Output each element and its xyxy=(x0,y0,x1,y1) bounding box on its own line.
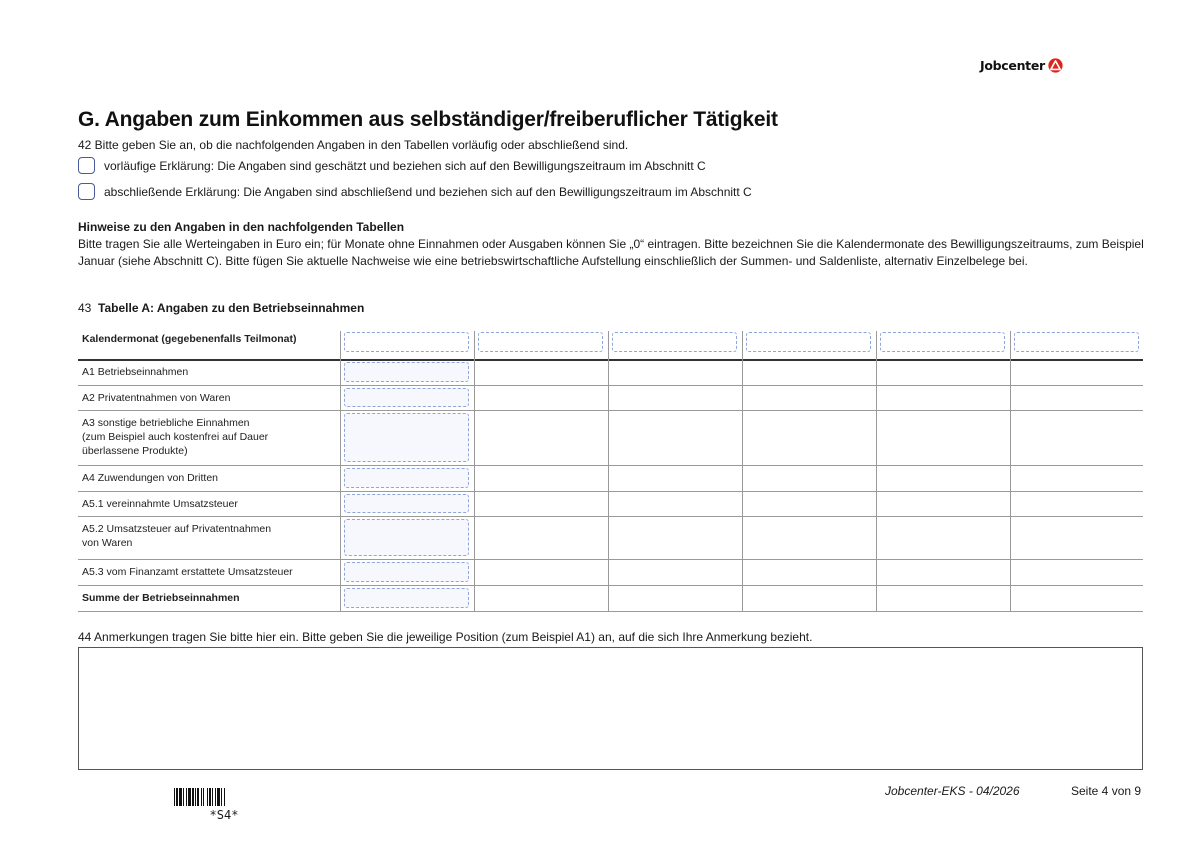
row-label-5: A5.1 vereinnahmte Umsatzsteuer xyxy=(82,498,238,510)
income-table xyxy=(78,325,1143,612)
table-a-number: 43 xyxy=(78,301,92,315)
header-label: Kalendermonat (gegebenenfalls Teilmonat) xyxy=(82,333,297,345)
final-checkbox[interactable] xyxy=(78,183,95,200)
table-rule xyxy=(78,385,1143,386)
table-rule xyxy=(78,410,1143,411)
table-a-title: Tabelle A: Angaben zu den Betriebseinnahmen xyxy=(98,301,365,315)
row-8-value-field[interactable] xyxy=(344,588,469,608)
row-4-value-field[interactable] xyxy=(344,468,469,488)
row-5-value-field[interactable] xyxy=(344,494,469,513)
row-label-2: A2 Privatentnahmen von Waren xyxy=(82,392,231,404)
remarks-textarea[interactable] xyxy=(78,647,1143,770)
table-rule xyxy=(78,559,1143,560)
final-label: abschließende Erklärung: Die Angaben sind abschließend und beziehen sich auf den Bewilligungszeitraum im Abschnitt C xyxy=(104,184,752,199)
month-field-3[interactable] xyxy=(612,332,737,352)
option-provisional[interactable] xyxy=(78,157,706,174)
row-label-7: A5.3 vom Finanzamt erstattete Umsatzsteuer xyxy=(82,566,293,578)
jobcenter-logo-icon xyxy=(1048,58,1063,73)
row-1-value-field[interactable] xyxy=(344,362,469,382)
option-final[interactable] xyxy=(78,183,752,200)
table-a-caption xyxy=(78,301,364,315)
column-divider xyxy=(876,331,877,611)
page-number: Seite 4 von 9 xyxy=(1071,784,1142,798)
section-title: G. Angaben zum Einkommen aus selbständiger/freiberuflicher Tätigkeit xyxy=(78,108,778,131)
question-44-text: 44 Anmerkungen tragen Sie bitte hier ein. Bitte geben Sie die jeweilige Position (zum Beispiel A1) an, auf die sich Ihre Anmerkung bezieht. xyxy=(78,630,813,644)
column-divider xyxy=(742,331,743,611)
hints-text: Bitte tragen Sie alle Werteingaben in Euro ein; für Monate ohne Einnahmen oder Ausgaben können Sie „0“ eintragen. Bitte bezeichnen Sie die Kalendermonate des Bewilligungszeitraums, zum Beispiel Januar (siehe Abschnitt C). Bitte fügen Sie aktuelle Nachweise wie eine betriebswirtschaftliche Aufstellung einschließlich der Summen- und Saldenliste, alternativ Einzelbelege bei. xyxy=(78,237,1144,268)
month-field-1[interactable] xyxy=(344,332,469,352)
provisional-checkbox[interactable] xyxy=(78,157,95,174)
month-field-2[interactable] xyxy=(478,332,603,352)
column-divider xyxy=(474,331,475,611)
jobcenter-logo xyxy=(980,58,1063,73)
column-divider xyxy=(1010,331,1011,611)
row-label-1: A1 Betriebseinnahmen xyxy=(82,366,189,378)
table-rule xyxy=(78,359,1143,361)
row-label-3: A3 sonstige betriebliche Einnahmen (zum Beispiel auch kostenfrei auf Dauer überlassene Produkte) xyxy=(82,417,269,457)
row-3-value-field[interactable] xyxy=(344,413,469,462)
logo-text: Jobcenter xyxy=(980,58,1045,73)
barcode xyxy=(174,788,225,806)
provisional-label: vorläufige Erklärung: Die Angaben sind geschätzt und beziehen sich auf den Bewilligungszeitraum im Abschnitt C xyxy=(104,158,706,173)
row-label-6: A5.2 Umsatzsteuer auf Privatentnahmen von Waren xyxy=(82,523,272,549)
barcode-bar xyxy=(224,788,225,806)
row-2-value-field[interactable] xyxy=(344,388,469,407)
month-field-5[interactable] xyxy=(880,332,1005,352)
table-rule xyxy=(78,585,1143,586)
row-6-value-field[interactable] xyxy=(344,519,469,556)
row-7-value-field[interactable] xyxy=(344,562,469,582)
table-rule xyxy=(78,465,1143,466)
question-42-text: 42 Bitte geben Sie an, ob die nachfolgenden Angaben in den Tabellen vorläufig oder abschließend sind. xyxy=(78,138,629,152)
column-divider xyxy=(340,331,341,611)
row-label-8: Summe der Betriebseinnahmen xyxy=(82,592,240,604)
hints-title: Hinweise zu den Angaben in den nachfolgenden Tabellen xyxy=(78,220,405,234)
row-label-4: A4 Zuwendungen von Dritten xyxy=(82,472,219,484)
table-rule xyxy=(78,611,1143,612)
month-field-4[interactable] xyxy=(746,332,871,352)
form-id: Jobcenter-EKS - 04/2026 xyxy=(885,784,1020,798)
month-field-6[interactable] xyxy=(1014,332,1139,352)
table-rule xyxy=(78,516,1143,517)
table-rule xyxy=(78,491,1143,492)
column-divider xyxy=(608,331,609,611)
barcode-text: *S4* xyxy=(209,808,239,822)
